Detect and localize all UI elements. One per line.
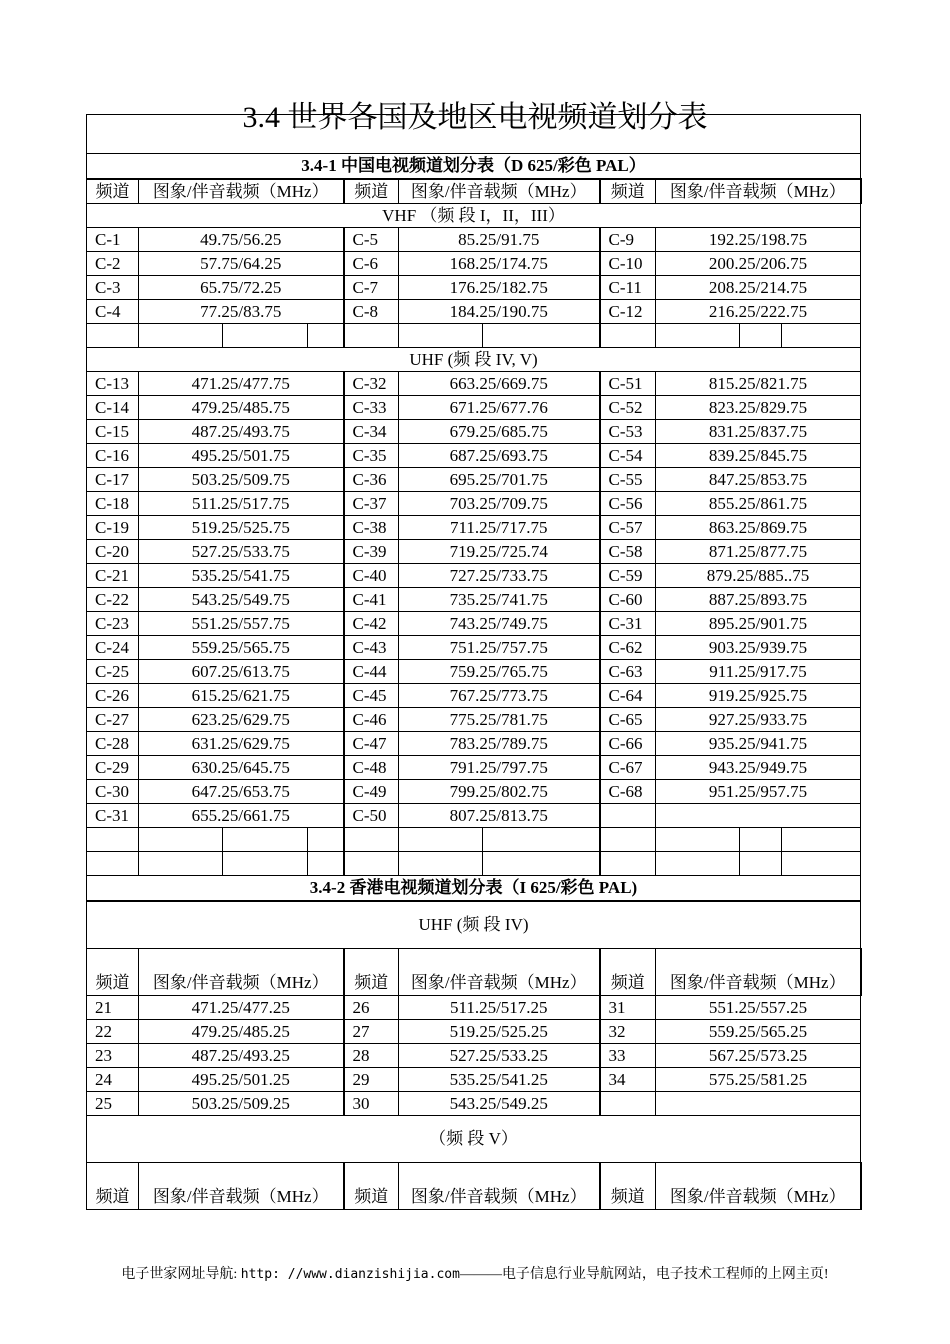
empty-cell bbox=[483, 852, 600, 876]
freq-cell: 208.25/214.75 bbox=[656, 276, 861, 300]
channel-cell: C-37 bbox=[344, 492, 399, 516]
freq-cell: 863.25/869.75 bbox=[656, 516, 861, 540]
column-header-row bbox=[87, 949, 861, 996]
channel-cell: 22 bbox=[87, 1020, 139, 1044]
blank-row bbox=[87, 324, 861, 348]
tv-channel-table bbox=[86, 114, 862, 1210]
table-row bbox=[87, 996, 861, 1020]
china-uhf-band bbox=[87, 348, 861, 372]
freq-cell: 176.25/182.75 bbox=[399, 276, 600, 300]
freq-cell: 791.25/797.75 bbox=[399, 756, 600, 780]
freq-cell: 615.25/621.75 bbox=[139, 684, 344, 708]
table-row bbox=[87, 636, 861, 660]
empty-cell bbox=[223, 828, 308, 852]
freq-cell: 495.25/501.25 bbox=[139, 1068, 344, 1092]
channel-cell: C-56 bbox=[600, 492, 656, 516]
freq-cell: 543.25/549.25 bbox=[399, 1092, 600, 1116]
channel-cell: C-32 bbox=[344, 372, 399, 396]
freq-cell: 519.25/525.25 bbox=[399, 1020, 600, 1044]
freq-cell: 927.25/933.75 bbox=[656, 708, 861, 732]
table-row bbox=[87, 540, 861, 564]
empty-cell bbox=[740, 828, 782, 852]
empty-cell bbox=[139, 828, 223, 852]
freq-cell: 663.25/669.75 bbox=[399, 372, 600, 396]
channel-cell: C-15 bbox=[87, 420, 139, 444]
freq-cell: 655.25/661.75 bbox=[139, 804, 344, 828]
freq-cell: 527.25/533.25 bbox=[399, 1044, 600, 1068]
empty-cell bbox=[344, 852, 399, 876]
channel-cell: C-62 bbox=[600, 636, 656, 660]
channel-cell: C-21 bbox=[87, 564, 139, 588]
channel-cell: C-51 bbox=[600, 372, 656, 396]
channel-cell: 21 bbox=[87, 996, 139, 1020]
freq-cell: 575.25/581.25 bbox=[656, 1068, 861, 1092]
freq-cell: 519.25/525.75 bbox=[139, 516, 344, 540]
channel-cell: C-35 bbox=[344, 444, 399, 468]
table-row bbox=[87, 492, 861, 516]
channel-cell: C-58 bbox=[600, 540, 656, 564]
channel-cell: 27 bbox=[344, 1020, 399, 1044]
freq-cell: 879.25/885..75 bbox=[656, 564, 861, 588]
table-row bbox=[87, 396, 861, 420]
table-row bbox=[87, 300, 861, 324]
china-table-caption bbox=[87, 154, 861, 180]
channel-cell: C-28 bbox=[87, 732, 139, 756]
channel-cell: C-30 bbox=[87, 780, 139, 804]
channel-cell: C-22 bbox=[87, 588, 139, 612]
freq-cell: 871.25/877.75 bbox=[656, 540, 861, 564]
freq-cell: 623.25/629.75 bbox=[139, 708, 344, 732]
empty-cell bbox=[600, 324, 656, 348]
freq-cell: 815.25/821.75 bbox=[656, 372, 861, 396]
table-row bbox=[87, 564, 861, 588]
channel-cell: C-57 bbox=[600, 516, 656, 540]
channel-cell: 31 bbox=[600, 996, 656, 1020]
freq-cell: 479.25/485.25 bbox=[139, 1020, 344, 1044]
blank-row bbox=[87, 828, 861, 852]
table-row bbox=[87, 804, 861, 828]
freq-cell: 511.25/517.75 bbox=[139, 492, 344, 516]
channel-header: 频道 bbox=[600, 1163, 656, 1210]
channel-cell: C-8 bbox=[344, 300, 399, 324]
channel-cell: C-18 bbox=[87, 492, 139, 516]
channel-cell: C-48 bbox=[344, 756, 399, 780]
empty-cell bbox=[87, 852, 139, 876]
channel-cell: C-4 bbox=[87, 300, 139, 324]
channel-cell: C-54 bbox=[600, 444, 656, 468]
table-row bbox=[87, 708, 861, 732]
freq-cell: 65.75/72.25 bbox=[139, 276, 344, 300]
freq-cell: 630.25/645.75 bbox=[139, 756, 344, 780]
freq-cell: 479.25/485.75 bbox=[139, 396, 344, 420]
freq-cell: 487.25/493.25 bbox=[139, 1044, 344, 1068]
freq-cell: 200.25/206.75 bbox=[656, 252, 861, 276]
channel-header: 频道 bbox=[344, 179, 399, 204]
freq-cell: 503.25/509.75 bbox=[139, 468, 344, 492]
channel-cell: C-38 bbox=[344, 516, 399, 540]
freq-header: 图象/伴音载频（MHz） bbox=[656, 949, 861, 996]
freq-cell: 855.25/861.75 bbox=[656, 492, 861, 516]
channel-header: 频道 bbox=[600, 179, 656, 204]
channel-cell: C-39 bbox=[344, 540, 399, 564]
channel-cell: C-45 bbox=[344, 684, 399, 708]
channel-cell: 34 bbox=[600, 1068, 656, 1092]
channel-cell: C-2 bbox=[87, 252, 139, 276]
freq-cell: 57.75/64.25 bbox=[139, 252, 344, 276]
blank-row bbox=[87, 852, 861, 876]
channel-cell: C-19 bbox=[87, 516, 139, 540]
channel-cell: C-24 bbox=[87, 636, 139, 660]
channel-cell: C-44 bbox=[344, 660, 399, 684]
freq-cell: 559.25/565.25 bbox=[656, 1020, 861, 1044]
hongkong-band-v-text: （频 段 V） bbox=[87, 1116, 861, 1163]
channel-cell: C-40 bbox=[344, 564, 399, 588]
channel-cell: 24 bbox=[87, 1068, 139, 1092]
freq-header: 图象/伴音载频（MHz） bbox=[399, 949, 600, 996]
hongkong-band-v bbox=[87, 1116, 861, 1163]
channel-cell: C-68 bbox=[600, 780, 656, 804]
title-spacer-row bbox=[87, 115, 861, 154]
freq-cell: 543.25/549.75 bbox=[139, 588, 344, 612]
freq-cell: 77.25/83.75 bbox=[139, 300, 344, 324]
freq-cell: 471.25/477.25 bbox=[139, 996, 344, 1020]
freq-cell: 551.25/557.25 bbox=[656, 996, 861, 1020]
channel-cell: 29 bbox=[344, 1068, 399, 1092]
freq-cell: 551.25/557.75 bbox=[139, 612, 344, 636]
freq-cell: 735.25/741.75 bbox=[399, 588, 600, 612]
china-vhf-band-text: VHF （频 段 I，II，III） bbox=[87, 204, 861, 228]
title-spacer-row-text bbox=[87, 115, 861, 154]
china-table-caption-text: 3.4-1 中国电视频道划分表（D 625/彩色 PAL） bbox=[87, 154, 861, 180]
channel-cell: C-42 bbox=[344, 612, 399, 636]
channel-header: 频道 bbox=[87, 179, 139, 204]
channel-cell: C-23 bbox=[87, 612, 139, 636]
channel-cell: C-64 bbox=[600, 684, 656, 708]
empty-cell bbox=[782, 852, 861, 876]
empty-cell bbox=[87, 828, 139, 852]
hongkong-table-caption bbox=[87, 876, 861, 902]
channel-cell: C-47 bbox=[344, 732, 399, 756]
channel-cell: C-17 bbox=[87, 468, 139, 492]
freq-cell: 743.25/749.75 bbox=[399, 612, 600, 636]
freq-cell: 567.25/573.25 bbox=[656, 1044, 861, 1068]
channel-cell: 25 bbox=[87, 1092, 139, 1116]
freq-cell: 767.25/773.75 bbox=[399, 684, 600, 708]
channel-cell: C-12 bbox=[600, 300, 656, 324]
table-row bbox=[87, 228, 861, 252]
channel-cell: 26 bbox=[344, 996, 399, 1020]
china-vhf-band bbox=[87, 204, 861, 228]
channel-cell bbox=[600, 1092, 656, 1116]
freq-cell: 631.25/629.75 bbox=[139, 732, 344, 756]
channel-cell: C-41 bbox=[344, 588, 399, 612]
footer-prefix: 电子世家网址导航: bbox=[121, 1267, 241, 1282]
freq-cell: 775.25/781.75 bbox=[399, 708, 600, 732]
empty-cell bbox=[87, 324, 139, 348]
hongkong-uhf-band bbox=[87, 901, 861, 949]
channel-cell: C-14 bbox=[87, 396, 139, 420]
channel-cell: C-67 bbox=[600, 756, 656, 780]
freq-header: 图象/伴音载频（MHz） bbox=[139, 179, 344, 204]
table-row bbox=[87, 252, 861, 276]
channel-cell: C-16 bbox=[87, 444, 139, 468]
china-uhf-band-text: UHF (频 段 IV, V) bbox=[87, 348, 861, 372]
channel-cell: C-9 bbox=[600, 228, 656, 252]
freq-cell: 951.25/957.75 bbox=[656, 780, 861, 804]
channel-cell: C-66 bbox=[600, 732, 656, 756]
channel-cell: C-6 bbox=[344, 252, 399, 276]
freq-cell: 711.25/717.75 bbox=[399, 516, 600, 540]
freq-header: 图象/伴音载频（MHz） bbox=[656, 179, 861, 204]
table-row bbox=[87, 588, 861, 612]
hongkong-table-caption-text: 3.4-2 香港电视频道划分表（I 625/彩色 PAL) bbox=[87, 876, 861, 902]
freq-cell: 184.25/190.75 bbox=[399, 300, 600, 324]
table-row bbox=[87, 372, 861, 396]
freq-cell: 759.25/765.75 bbox=[399, 660, 600, 684]
freq-cell: 823.25/829.75 bbox=[656, 396, 861, 420]
table-row bbox=[87, 660, 861, 684]
channel-cell: C-20 bbox=[87, 540, 139, 564]
channel-cell: C-34 bbox=[344, 420, 399, 444]
empty-cell bbox=[223, 852, 308, 876]
empty-cell bbox=[483, 828, 600, 852]
channel-cell: C-60 bbox=[600, 588, 656, 612]
empty-cell bbox=[344, 828, 399, 852]
channel-cell: C-49 bbox=[344, 780, 399, 804]
empty-cell bbox=[308, 852, 344, 876]
freq-cell: 919.25/925.75 bbox=[656, 684, 861, 708]
empty-cell bbox=[399, 324, 483, 348]
freq-cell: 607.25/613.75 bbox=[139, 660, 344, 684]
channel-allocation-sheet bbox=[86, 114, 860, 1210]
freq-cell: 535.25/541.75 bbox=[139, 564, 344, 588]
channel-cell: C-33 bbox=[344, 396, 399, 420]
channel-cell: C-65 bbox=[600, 708, 656, 732]
channel-cell: C-10 bbox=[600, 252, 656, 276]
freq-header: 图象/伴音载频（MHz） bbox=[399, 1163, 600, 1210]
freq-cell: 895.25/901.75 bbox=[656, 612, 861, 636]
freq-cell: 799.25/802.75 bbox=[399, 780, 600, 804]
freq-cell: 559.25/565.75 bbox=[139, 636, 344, 660]
table-row bbox=[87, 420, 861, 444]
table-row bbox=[87, 468, 861, 492]
channel-cell: 33 bbox=[600, 1044, 656, 1068]
channel-cell: C-25 bbox=[87, 660, 139, 684]
freq-cell: 503.25/509.25 bbox=[139, 1092, 344, 1116]
freq-cell: 679.25/685.75 bbox=[399, 420, 600, 444]
empty-cell bbox=[139, 852, 223, 876]
freq-header: 图象/伴音载频（MHz） bbox=[139, 949, 344, 996]
channel-header: 频道 bbox=[87, 1163, 139, 1210]
channel-cell: C-55 bbox=[600, 468, 656, 492]
freq-cell: 887.25/893.75 bbox=[656, 588, 861, 612]
freq-cell: 695.25/701.75 bbox=[399, 468, 600, 492]
freq-cell: 839.25/845.75 bbox=[656, 444, 861, 468]
channel-cell: 28 bbox=[344, 1044, 399, 1068]
document-title: 3.4 世界各国及地区电视频道划分表 bbox=[242, 101, 708, 134]
channel-cell: 32 bbox=[600, 1020, 656, 1044]
freq-cell bbox=[656, 1092, 861, 1116]
channel-cell: C-11 bbox=[600, 276, 656, 300]
freq-cell: 847.25/853.75 bbox=[656, 468, 861, 492]
freq-cell: 511.25/517.25 bbox=[399, 996, 600, 1020]
freq-cell: 471.25/477.75 bbox=[139, 372, 344, 396]
channel-cell bbox=[600, 804, 656, 828]
empty-cell bbox=[344, 324, 399, 348]
freq-cell: 911.25/917.75 bbox=[656, 660, 861, 684]
freq-cell: 807.25/813.75 bbox=[399, 804, 600, 828]
freq-cell: 783.25/789.75 bbox=[399, 732, 600, 756]
freq-cell: 168.25/174.75 bbox=[399, 252, 600, 276]
channel-header: 频道 bbox=[344, 1163, 399, 1210]
empty-cell bbox=[656, 324, 740, 348]
channel-cell: C-26 bbox=[87, 684, 139, 708]
table-row bbox=[87, 276, 861, 300]
channel-cell: C-43 bbox=[344, 636, 399, 660]
column-header-row bbox=[87, 1163, 861, 1210]
freq-cell: 943.25/949.75 bbox=[656, 756, 861, 780]
channel-cell: C-27 bbox=[87, 708, 139, 732]
footer-suffix: ———电子信息行业导航网站，电子技术工程师的上网主页! bbox=[459, 1267, 829, 1282]
empty-cell bbox=[782, 828, 861, 852]
freq-header: 图象/伴音载频（MHz） bbox=[399, 179, 600, 204]
channel-cell: C-52 bbox=[600, 396, 656, 420]
footer bbox=[0, 1263, 950, 1283]
freq-cell: 751.25/757.75 bbox=[399, 636, 600, 660]
table-row bbox=[87, 1020, 861, 1044]
footer-url-link[interactable]: http: //www.dianzishijia.com bbox=[240, 1267, 460, 1282]
table-row bbox=[87, 1068, 861, 1092]
freq-cell: 49.75/56.25 bbox=[139, 228, 344, 252]
empty-cell bbox=[600, 828, 656, 852]
freq-cell bbox=[656, 804, 861, 828]
channel-cell: C-7 bbox=[344, 276, 399, 300]
channel-cell: C-31 bbox=[600, 612, 656, 636]
empty-cell bbox=[399, 828, 483, 852]
table-row bbox=[87, 612, 861, 636]
channel-cell: C-59 bbox=[600, 564, 656, 588]
freq-cell: 85.25/91.75 bbox=[399, 228, 600, 252]
freq-cell: 192.25/198.75 bbox=[656, 228, 861, 252]
channel-cell: C-5 bbox=[344, 228, 399, 252]
channel-cell: C-13 bbox=[87, 372, 139, 396]
freq-cell: 535.25/541.25 bbox=[399, 1068, 600, 1092]
empty-cell bbox=[308, 828, 344, 852]
empty-cell bbox=[656, 852, 740, 876]
freq-cell: 495.25/501.75 bbox=[139, 444, 344, 468]
hongkong-uhf-band-text: UHF (频 段 IV) bbox=[87, 901, 861, 949]
table-row bbox=[87, 516, 861, 540]
freq-cell: 831.25/837.75 bbox=[656, 420, 861, 444]
empty-cell bbox=[308, 324, 344, 348]
channel-cell: C-1 bbox=[87, 228, 139, 252]
freq-header: 图象/伴音载频（MHz） bbox=[139, 1163, 344, 1210]
table-row bbox=[87, 1044, 861, 1068]
channel-cell: 30 bbox=[344, 1092, 399, 1116]
freq-cell: 935.25/941.75 bbox=[656, 732, 861, 756]
empty-cell bbox=[483, 324, 600, 348]
table-row bbox=[87, 732, 861, 756]
freq-cell: 671.25/677.76 bbox=[399, 396, 600, 420]
empty-cell bbox=[656, 828, 740, 852]
freq-cell: 487.25/493.75 bbox=[139, 420, 344, 444]
empty-cell bbox=[782, 324, 861, 348]
table-row bbox=[87, 780, 861, 804]
channel-cell: 23 bbox=[87, 1044, 139, 1068]
freq-cell: 687.25/693.75 bbox=[399, 444, 600, 468]
freq-cell: 647.25/653.75 bbox=[139, 780, 344, 804]
freq-cell: 719.25/725.74 bbox=[399, 540, 600, 564]
table-row bbox=[87, 756, 861, 780]
column-header-row bbox=[87, 179, 861, 204]
empty-cell bbox=[139, 324, 223, 348]
channel-cell: C-31 bbox=[87, 804, 139, 828]
freq-cell: 216.25/222.75 bbox=[656, 300, 861, 324]
channel-cell: C-53 bbox=[600, 420, 656, 444]
empty-cell bbox=[740, 324, 782, 348]
channel-cell: C-63 bbox=[600, 660, 656, 684]
freq-cell: 527.25/533.75 bbox=[139, 540, 344, 564]
channel-header: 频道 bbox=[600, 949, 656, 996]
empty-cell bbox=[223, 324, 308, 348]
table-row bbox=[87, 1092, 861, 1116]
freq-cell: 903.25/939.75 bbox=[656, 636, 861, 660]
channel-header: 频道 bbox=[87, 949, 139, 996]
freq-header: 图象/伴音载频（MHz） bbox=[656, 1163, 861, 1210]
channel-cell: C-3 bbox=[87, 276, 139, 300]
empty-cell bbox=[600, 852, 656, 876]
freq-cell: 727.25/733.75 bbox=[399, 564, 600, 588]
empty-cell bbox=[399, 852, 483, 876]
freq-cell: 703.25/709.75 bbox=[399, 492, 600, 516]
channel-cell: C-46 bbox=[344, 708, 399, 732]
channel-cell: C-36 bbox=[344, 468, 399, 492]
table-row bbox=[87, 684, 861, 708]
channel-header: 频道 bbox=[344, 949, 399, 996]
channel-cell: C-50 bbox=[344, 804, 399, 828]
empty-cell bbox=[740, 852, 782, 876]
table-row bbox=[87, 444, 861, 468]
channel-cell: C-29 bbox=[87, 756, 139, 780]
